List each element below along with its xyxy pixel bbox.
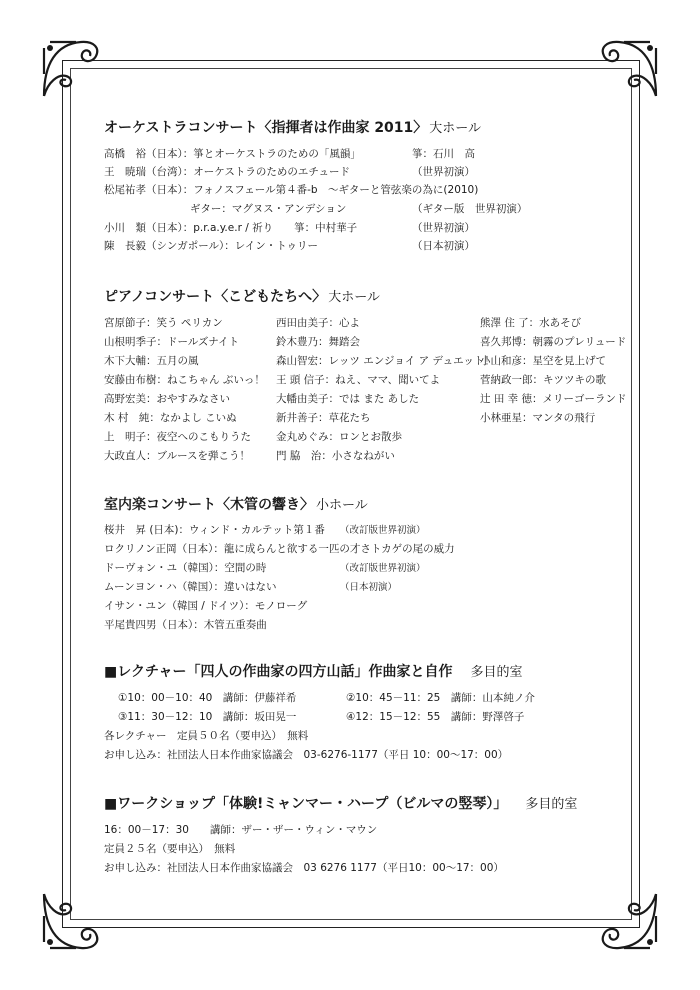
piano-col2-item: 新井善子：草花たち — [276, 412, 371, 424]
piano-col2-item: 王 頭 信子：ねえ、ママ、聞いてよ — [276, 374, 441, 386]
piano-col2-item: 鈴木豊乃：舞踏会 — [276, 336, 360, 348]
orchestra-heading — [104, 117, 481, 137]
piano-col1-item: 上 明子：夜空へのこもりうた — [104, 431, 251, 443]
lecture-venue: 多目的室 — [470, 665, 523, 680]
chamber-row: 桜井 昇 (日本)：ウィンド・カルテット第１番 — [104, 524, 325, 536]
corner-ornament-icon — [36, 886, 106, 956]
orchestra-row-note: 箏：石川 高 — [412, 148, 475, 160]
piano-col2-item: 大幡由美子：では また あした — [276, 393, 420, 405]
orchestra-row: 陳 長毅（シンガポール）：レイン・トゥリー — [104, 240, 318, 252]
piano-col3-item: 喜久邦博：朝霧のプレリュード — [480, 336, 627, 348]
lecture-session: ①10：00－10：40 講師：伊藤祥希 — [118, 692, 297, 704]
chamber-row: ムーンヨン・ハ（韓国）：違いはない — [104, 581, 277, 593]
lecture-contact: お申し込み：社団法人日本作曲家協議会 03-6276-1177（平日 10：00～17：00） — [104, 749, 509, 761]
corner-ornament-icon — [594, 886, 664, 956]
lecture-session: ③11：30－12：10 講師：坂田晃一 — [118, 711, 297, 723]
piano-col3-item: 小林亜星：マンタの飛行 — [480, 412, 596, 424]
piano-col2-item: 金丸めぐみ：ロンとお散歩 — [276, 431, 402, 443]
piano-col2-item: 門 脇 治：小さなねがい — [276, 450, 395, 462]
orchestra-row: 王 暁瑞（台湾）：オーケストラのためのエチュード — [104, 166, 351, 178]
lecture-session: ④12：15－12：55 講師：野澤啓子 — [346, 711, 525, 723]
chamber-row-note: （日本初演） — [340, 582, 398, 593]
chamber-title: 室内楽コンサート〈木管の響き〉 — [104, 497, 314, 513]
piano-col1-item: 木 村 純：なかよし こいぬ — [104, 412, 237, 424]
corner-ornament-icon — [36, 34, 106, 104]
piano-col3-item: 熊澤 住 了：水あそび — [480, 317, 582, 329]
orchestra-row: 高橋 裕（日本）：箏とオーケストラのための「風韻」 — [104, 148, 361, 160]
lecture-heading — [104, 661, 523, 681]
piano-col1-item: 木下大輔：五月の風 — [104, 355, 199, 367]
piano-col1-item: 高野宏美：おやすみなさい — [104, 393, 230, 405]
piano-col3-item: 小山和彦：星空を見上げて — [480, 355, 606, 367]
piano-heading — [104, 286, 380, 306]
piano-col3-item: 菅納政一郎：キツツキの歌 — [480, 374, 606, 386]
piano-col1-item: 宮原節子：笑う ペリカン — [104, 317, 223, 329]
orchestra-row-note: （ギター版 世界初演） — [412, 203, 528, 215]
piano-venue: 大ホール — [328, 290, 380, 305]
workshop-time: 16：00－17：30 講師：ザー・ザー・ウィン・マウン — [104, 824, 378, 836]
orchestra-title: オーケストラコンサート〈指揮者は作曲家 2011〉 — [104, 120, 428, 136]
lecture-title: ■レクチャー「四人の作曲家の四方山話」作曲家と自作 — [104, 664, 453, 680]
corner-ornament-icon — [594, 34, 664, 104]
chamber-venue: 小ホール — [316, 498, 368, 513]
piano-col1-item: 安藤由布樹：ねこちゃん ぶいっ！ — [104, 374, 265, 386]
piano-col2-item: 西田由美子：心よ — [276, 317, 360, 329]
workshop-heading — [104, 793, 577, 813]
chamber-row-note: （改訂版世界初演） — [340, 525, 426, 536]
chamber-row: イサン・ユン（韓国 / ドイツ）：モノローグ — [104, 600, 308, 612]
workshop-capacity: 定員２５名（要申込） 無料 — [104, 843, 236, 855]
piano-col2-item: 森山智宏：レッツ エンジョイ ア デュエット！ — [276, 355, 495, 367]
chamber-row: 平尾貴四男（日本）：木管五重奏曲 — [104, 619, 267, 631]
piano-col1-item: 大政直人：ブルースを弾こう！ — [104, 450, 251, 462]
lecture-capacity: 各レクチャー 定員５０名（要申込） 無料 — [104, 730, 309, 742]
workshop-venue: 多目的室 — [525, 797, 578, 812]
orchestra-row: ギター：マグヌス・アンデション — [190, 203, 347, 215]
workshop-contact: お申し込み：社団法人日本作曲家協議会 03 6276 1177（平日10：00～17：00） — [104, 862, 504, 874]
piano-col1-item: 山根明季子：ドールズナイト — [104, 336, 240, 348]
piano-col3-item: 辻 田 幸 徳：メリーゴーランド — [480, 393, 627, 405]
orchestra-row-note: （日本初演） — [412, 240, 475, 252]
orchestra-row-note: （世界初演） — [412, 222, 475, 234]
orchestra-venue: 大ホール — [429, 121, 482, 136]
chamber-row: ドーヴォン・ユ（韓国）：空間の時 — [104, 562, 267, 574]
chamber-row-note: （改訂版世界初演） — [340, 563, 426, 574]
lecture-session: ②10：45－11：25 講師：山本純ノ介 — [346, 692, 535, 704]
orchestra-row: 小川 類（日本）：p.r.a.y.e.r / 祈り 箏：中村華子 — [104, 222, 358, 234]
orchestra-row: 松尾祐孝（日本）：フォノスフェール第４番-b ～ギターと管弦楽の為に(2010) — [104, 184, 479, 196]
orchestra-row-note: （世界初演） — [412, 166, 475, 178]
chamber-heading — [104, 494, 368, 514]
piano-title: ピアノコンサート〈こどもたちへ〉 — [104, 289, 327, 305]
workshop-title: ■ワークショップ「体験!ミャンマー・ハープ（ビルマの竪琴）」 — [104, 796, 508, 812]
chamber-row: ロクリノン正岡（日本）：龍に成らんと欲する一匹の才さトカゲの尾の威力 — [104, 543, 455, 555]
